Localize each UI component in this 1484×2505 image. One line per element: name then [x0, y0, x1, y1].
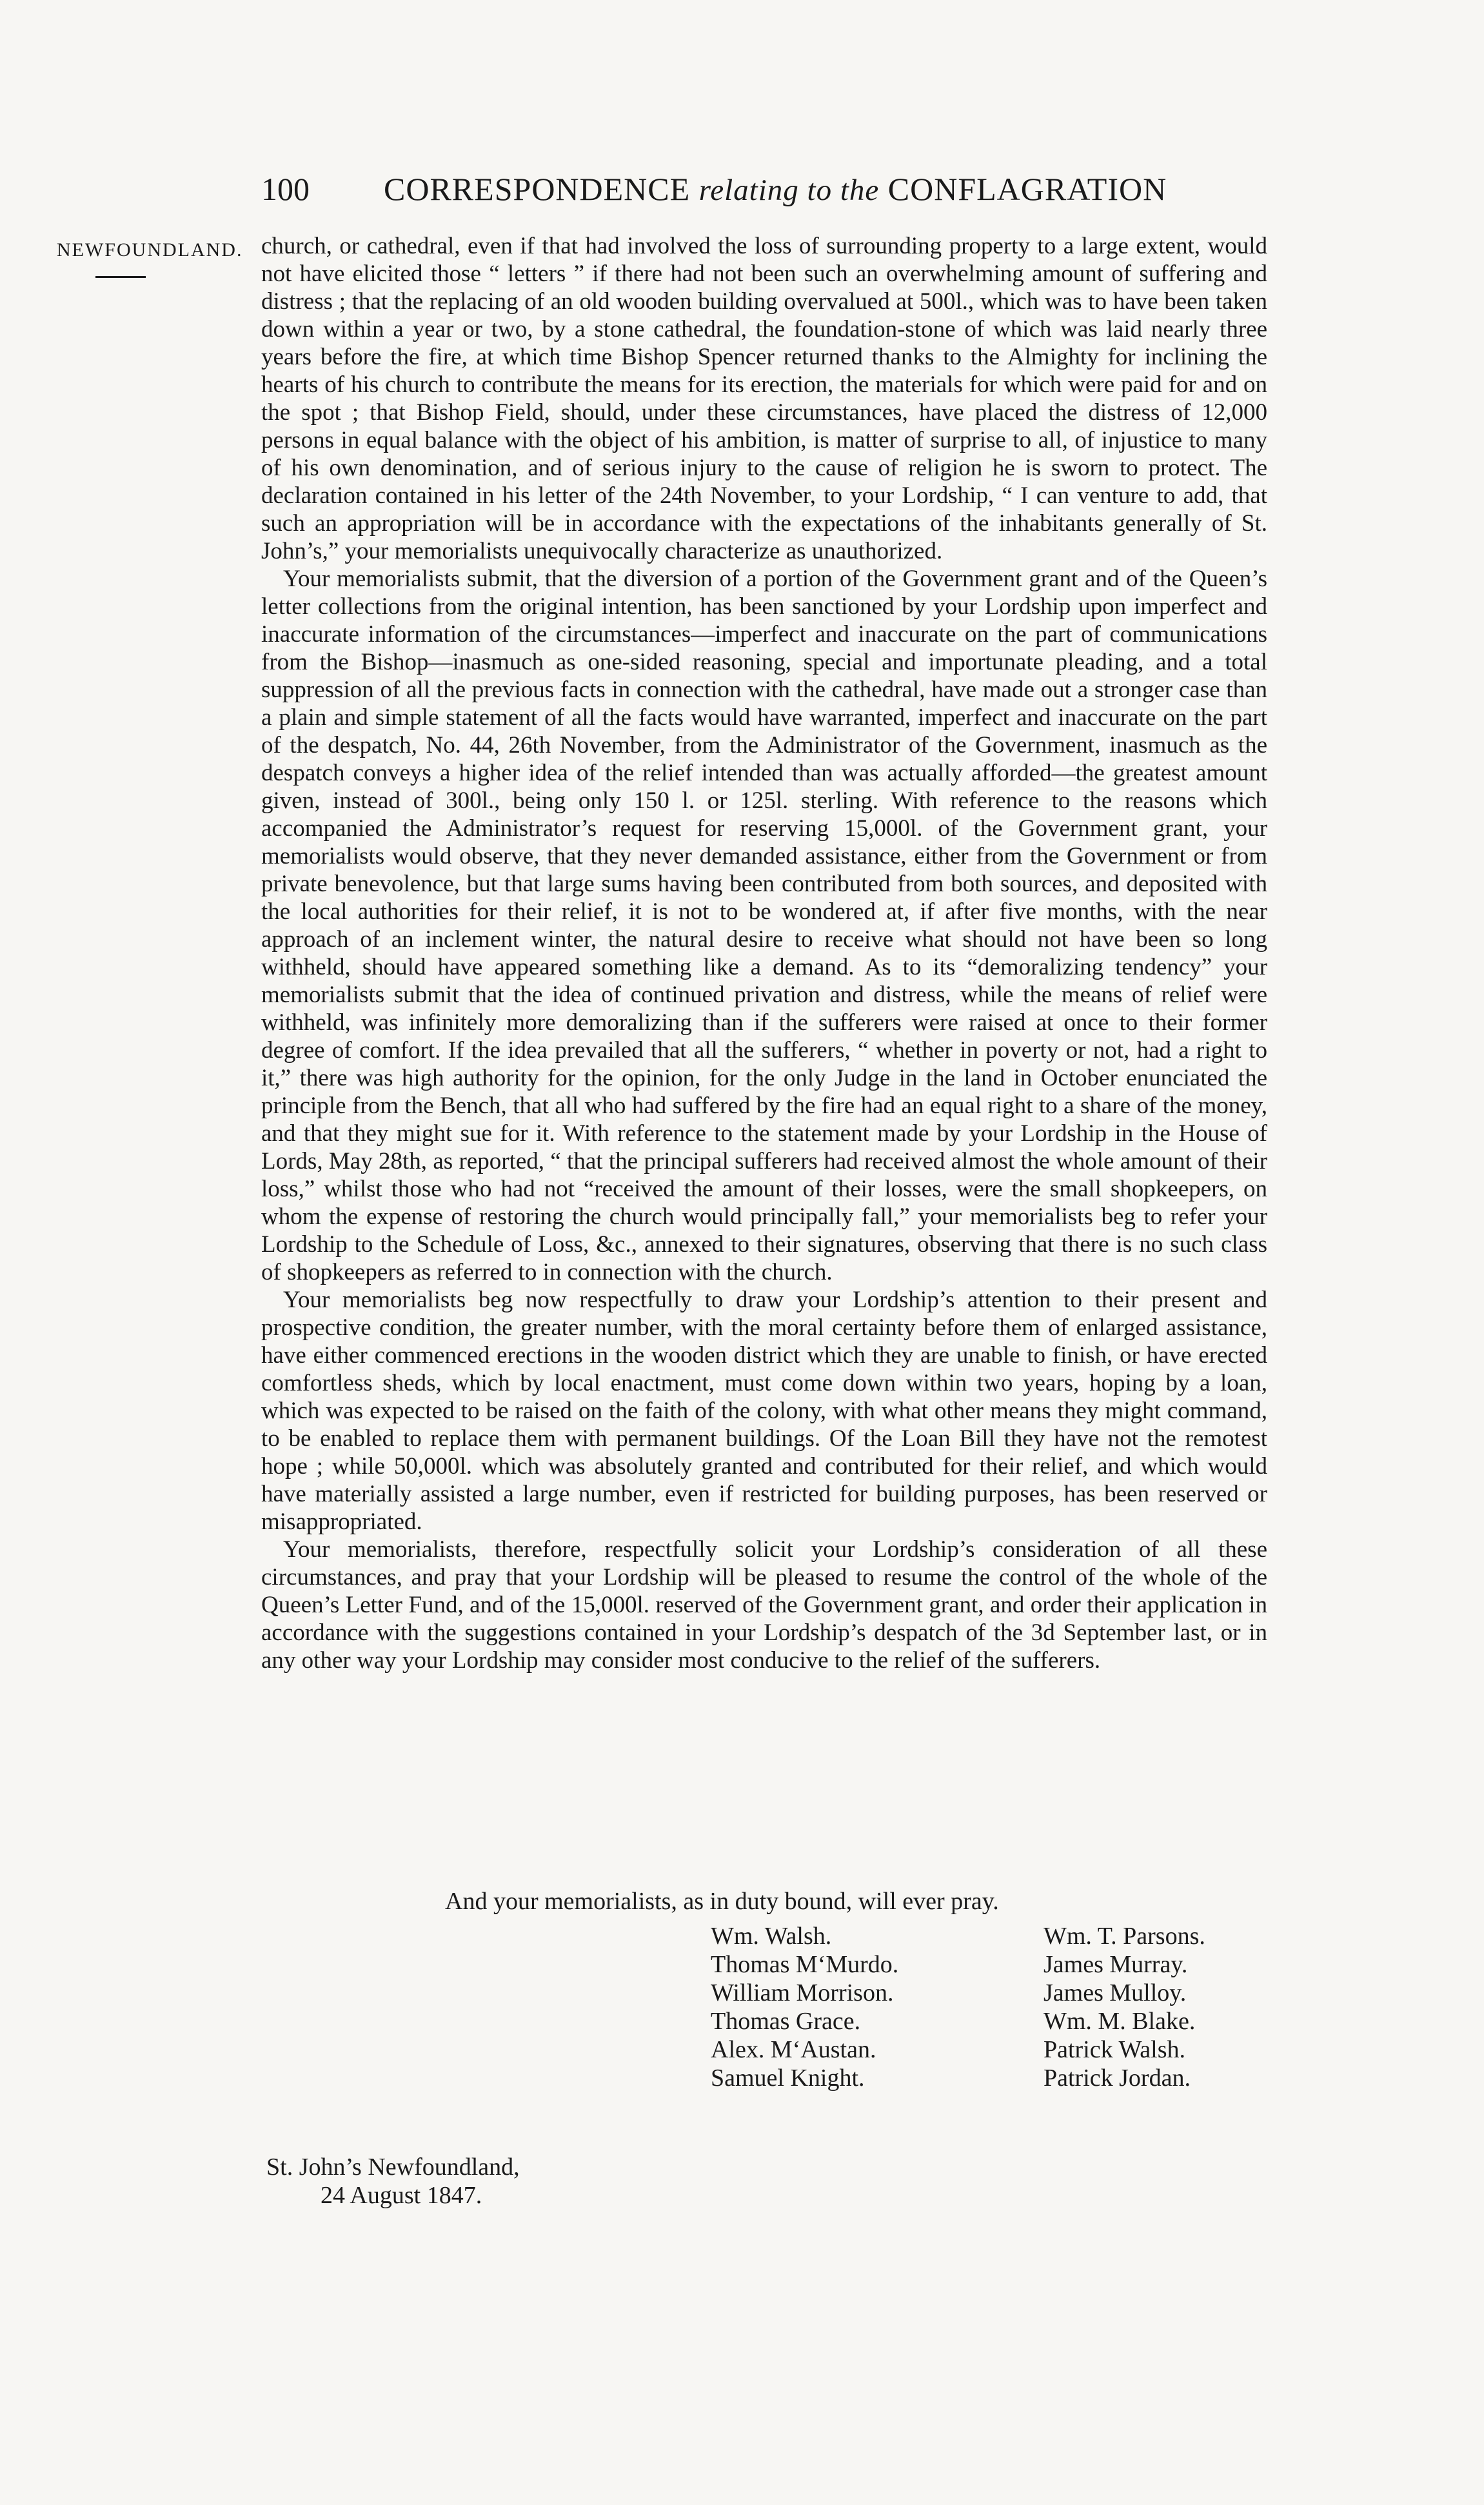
margin-note: NEWFOUNDLAND. [57, 239, 243, 261]
running-header [261, 166, 1267, 212]
page-number: 100 [261, 171, 310, 207]
signature: Wm. T. Parsons. [1044, 1923, 1205, 1950]
signature: Wm. M. Blake. [1044, 2008, 1196, 2035]
memorial-body [261, 232, 1267, 1674]
paragraph-4: Your memorialists, therefore, respectfully solicit your Lordship’s consideration of all these circumstances, and pray that your Lordship will be pleased to resume the control of the whole of the Queen’s Letter Fund, and of the 15,000l. reserved of the Government grant, and order their application in accordance with the suggestions contained in your Lordship’s despatch of the 3d September last, or in any other way your Lordship may consider most conducive to the relief of the sufferers. [261, 1536, 1267, 1674]
closing-line: And your memorialists, as in duty bound, will ever pray. [445, 1888, 999, 1915]
signature: James Murray. [1044, 1951, 1188, 1978]
signature: Thomas Grace. [711, 2008, 861, 2035]
signature: James Mulloy. [1044, 1979, 1187, 2006]
signature-column-left [711, 1922, 1007, 2092]
signature-column-right [1044, 1922, 1340, 2092]
paragraph-1: church, or cathedral, even if that had involved the loss of surrounding property to a large extent, would not have elicited those “ letters ” if there had not been such an overwhelming amount of suffering and distress ; that the replacing of an old wooden building overvalued at 500l., which was to have been taken down within a year or two, by a stone cathedral, the foundation-stone of which was laid nearly three years before the fire, at which time Bishop Spencer returned thanks to the Almighty for inclining the hearts of his church to contribute the means for its erection, the materials for which were paid for and on the spot ; that Bishop Field, should, under these circumstances, have placed the distress of 12,000 persons in equal balance with the object of his ambition, is matter of surprise to all, of injustice to many of his own denomination, and of serious injury to the cause of religion he is sworn to protect. The declaration contained in his letter of the 24th November, to your Lordship, “ I can venture to add, that such an appropriation will be in accordance with the expectations of the inhabitants generally of St. John’s,” your memorialists unequivocally characterize as unauthorized. [261, 233, 1267, 564]
title-part-2: CONFLAGRATION [887, 171, 1167, 207]
paragraph-2: Your memorialists submit, that the diversion of a portion of the Government grant and of the Queen’s letter collections from the original intention, has been sanctioned by your Lordship upon imperfect and inaccurate information of the circumstances—imperfect and inaccurate on the part of communications from the Bishop—inasmuch as one-sided reasoning, special and importunate pleading, and a total suppression of all the previous facts in connection with the cathedral, have made out a stronger case than a plain and simple statement of all the facts would have warranted, imperfect and inaccurate on the part of the despatch, No. 44, 26th November, from the Administrator of the Government, inasmuch as the despatch conveys a higher idea of the relief intended than was actually afforded—the greatest amount given, instead of 300l., being only 150 l. or 125l. sterling. With reference to the reasons which accompanied the Administrator’s request for reserving 15,000l. of the Government grant, your memorialists would observe, that they never demanded assistance, either from the Government or from private benevolence, but that large sums having been contributed from both sources, and deposited with the local authorities for their relief, it is not to be wondered at, if after five months, with the near approach of an inclement winter, the natural desire to receive what should not have been so long withheld, should have appeared something like a demand. As to its “demoralizing tendency” your memorialists submit that the idea of continued privation and distress, while the means of relief were withheld, was infinitely more demoralizing than if the sufferers were raised at once to their former degree of comfort. If the idea prevailed that all the sufferers, “ whether in poverty or not, had a right to it,” there was high authority for the opinion, for the only Judge in the land in October enunciated the principle from the Bench, that all who had suffered by the fire had an equal right to a share of the money, and that they might sue for it. With reference to the statement made by your Lordship in the House of Lords, May 28th, as reported, “ that the principal sufferers had received almost the whole amount of their loss,” whilst those who had not “received the amount of their losses, were the small shopkeepers, on whom the expense of restoring the church would principally fall,” your memorialists beg to refer your Lordship to the Schedule of Loss, &c., annexed to their signatures, observing that there is no such class of shopkeepers as referred to in connection with the church. [261, 566, 1267, 1285]
place-and-date [266, 2153, 520, 2210]
signature: Wm. Walsh. [711, 1923, 832, 1950]
signature: Patrick Jordan. [1044, 2064, 1191, 2092]
signature: William Morrison. [711, 1979, 894, 2006]
signature: Samuel Knight. [711, 2064, 865, 2092]
date: 24 August 1847. [321, 2182, 482, 2209]
paragraph-3: Your memorialists beg now respectfully to draw your Lordship’s attention to their present and prospective condition, the greater number, with the moral certainty before them of enlarged assistance, have either commenced erections in the wooden district which they are unable to finish, or have erected comfortless sheds, which by local enactment, must come down within two years, hoping by a loan, which was expected to be raised on the faith of the colony, with what other means they might command, to be enabled to replace them with permanent buildings. Of the Loan Bill they have not the remotest hope ; while 50,000l. which was absolutely granted and contributed for their relief, and which would have materially assisted a large number, even if restricted for building purposes, has been reserved or misappropriated. [261, 1287, 1267, 1535]
signature: Patrick Walsh. [1044, 2036, 1185, 2063]
title-part-1: CORRESPONDENCE [384, 171, 691, 207]
margin-rule [95, 276, 146, 278]
signature: Thomas M‘Murdo. [711, 1951, 899, 1978]
signature: Alex. M‘Austan. [711, 2036, 876, 2063]
running-title [384, 166, 1167, 213]
place: St. John’s Newfoundland, [266, 2154, 520, 2181]
title-italic: relating to the [698, 173, 880, 207]
